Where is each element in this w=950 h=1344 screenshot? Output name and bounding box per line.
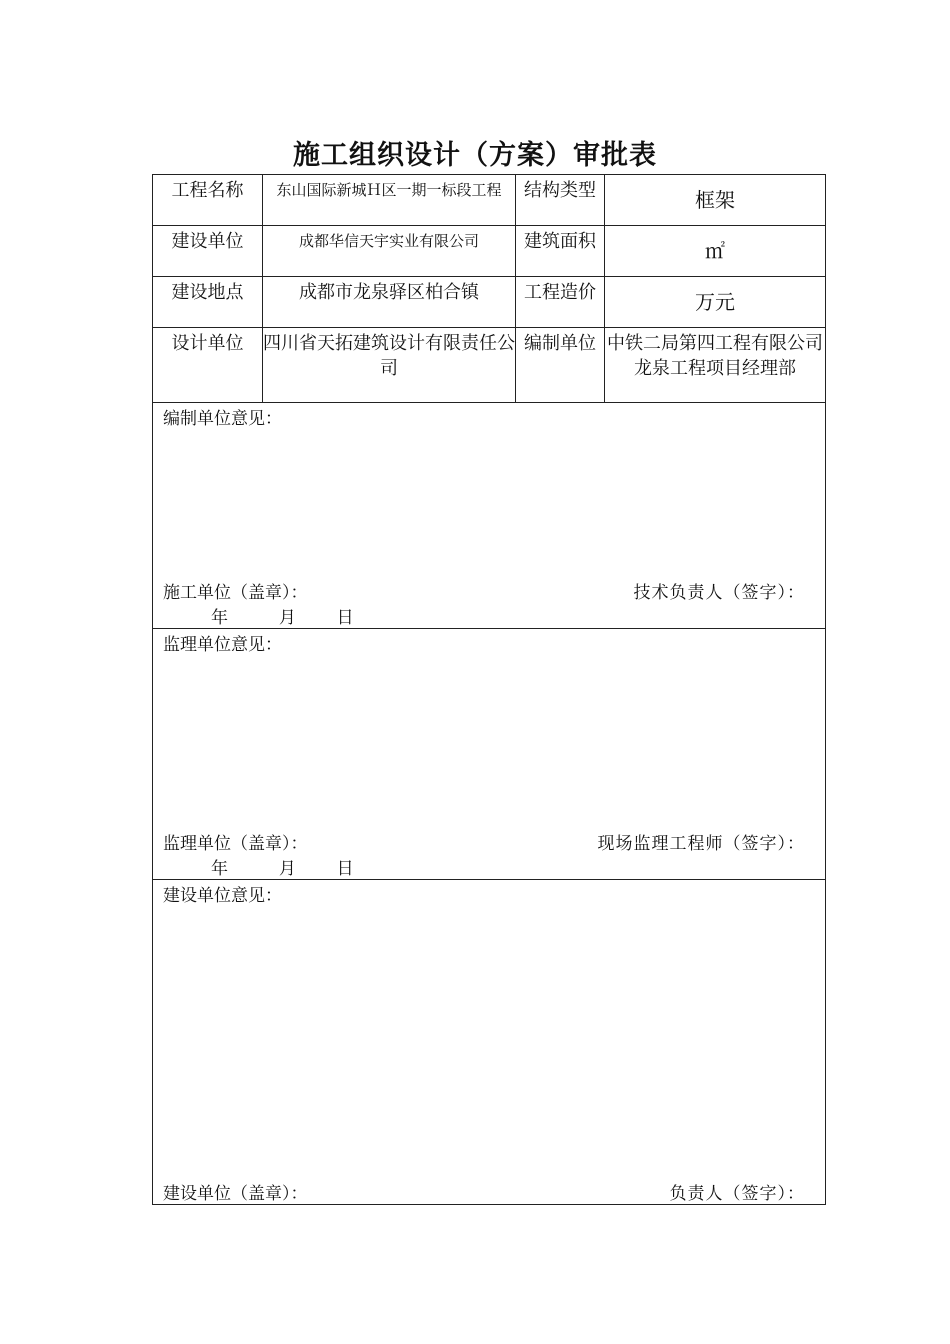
tech-lead-sign-label: 技术负责人（签字）： — [633, 583, 805, 603]
date-month: 月 — [278, 859, 296, 879]
owner-stamp-label: 建设单位（盖章）： — [163, 1184, 308, 1204]
approval-form-table — [152, 174, 826, 1205]
building-area-value: ㎡ — [605, 226, 826, 277]
supervision-stamp-label: 监理单位（盖章）： — [163, 834, 308, 854]
project-cost-label: 工程造价 — [516, 277, 605, 328]
supervision-opinion-section — [153, 629, 826, 880]
site-engineer-sign-label: 现场监理工程师（签字）： — [597, 834, 805, 854]
table-row — [153, 277, 826, 328]
design-unit-label: 设计单位 — [153, 328, 263, 403]
owner-opinion-label: 建设单位意见： — [163, 886, 282, 906]
project-cost-value: 万元 — [605, 277, 826, 328]
compile-unit-label: 编制单位 — [516, 328, 605, 403]
supervision-opinion-label: 监理单位意见： — [163, 635, 282, 655]
owner-opinion-section — [153, 880, 826, 1205]
owner-unit-label: 建设单位 — [153, 226, 263, 277]
table-row — [153, 328, 826, 403]
date-month: 月 — [278, 608, 296, 628]
site-location-value: 成都市龙泉驿区柏合镇 — [263, 277, 516, 328]
date-day: 日 — [336, 608, 354, 628]
page-title: 施工组织设计（方案）审批表 — [293, 140, 657, 171]
compile-opinion-label: 编制单位意见： — [163, 409, 282, 429]
site-location-label: 建设地点 — [153, 277, 263, 328]
building-area-label: 建筑面积 — [516, 226, 605, 277]
date-day: 日 — [336, 859, 354, 879]
date-year: 年 — [211, 608, 228, 628]
compile-unit-value: 中铁二局第四工程有限公司龙泉工程项目经理部 — [605, 328, 826, 403]
project-name-value: 东山国际新城Ｈ区一期一标段工程 — [263, 175, 516, 226]
compile-opinion-section — [153, 403, 826, 629]
owner-lead-sign-label: 负责人（签字）： — [669, 1184, 805, 1204]
owner-unit-value: 成都华信天宇实业有限公司 — [263, 226, 516, 277]
project-name-label: 工程名称 — [153, 175, 263, 226]
table-row — [153, 175, 826, 226]
design-unit-value: 四川省天拓建筑设计有限责任公司 — [263, 328, 516, 403]
table-row — [153, 226, 826, 277]
structure-type-value: 框架 — [605, 175, 826, 226]
supervision-date — [211, 857, 354, 882]
compile-date — [211, 606, 354, 631]
structure-type-label: 结构类型 — [516, 175, 605, 226]
date-year: 年 — [211, 859, 228, 879]
construction-stamp-label: 施工单位（盖章）： — [163, 583, 308, 603]
